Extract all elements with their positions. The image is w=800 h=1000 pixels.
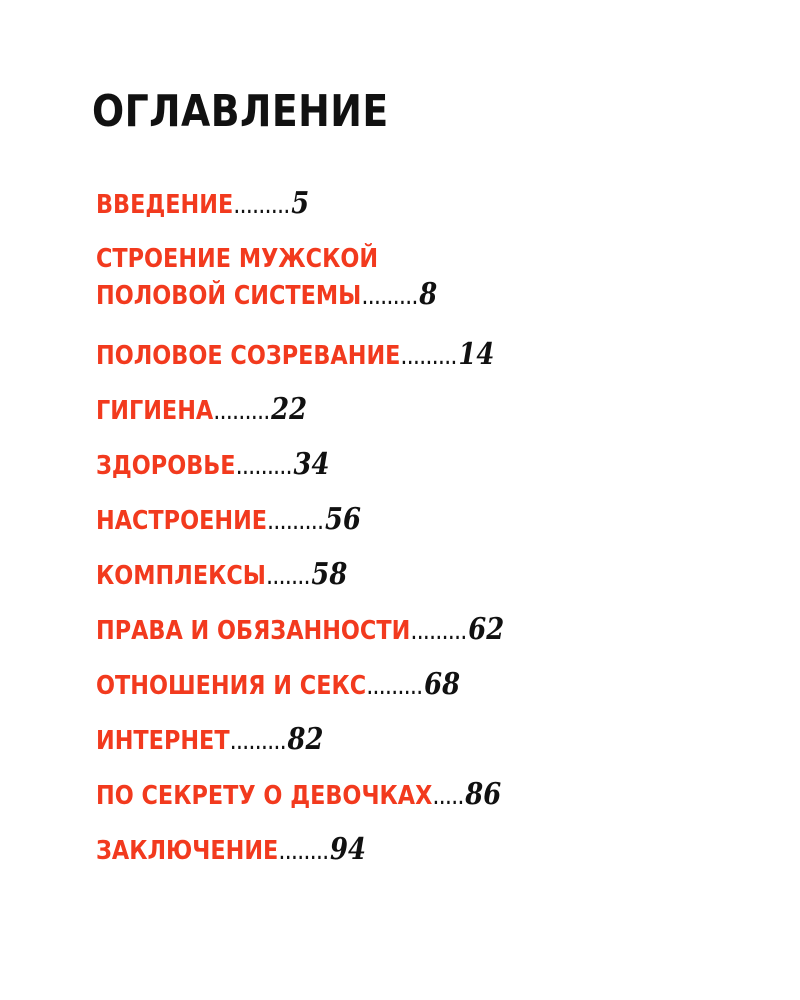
toc-leader-dots: ........ xyxy=(278,836,329,866)
toc-entry-relationships[interactable] xyxy=(96,667,460,704)
toc-page-number: 56 xyxy=(325,502,361,537)
toc-page-number: 5 xyxy=(291,186,310,221)
toc-entry-about-girls[interactable] xyxy=(96,777,501,814)
toc-entry-complexes[interactable] xyxy=(96,557,347,594)
toc-page-number: 94 xyxy=(330,832,366,867)
toc-leader-dots: ......... xyxy=(213,396,270,426)
toc-page-number: 68 xyxy=(424,667,461,702)
toc-entry-label: ПО СЕКРЕТУ О ДЕВОЧКАХ xyxy=(96,781,433,811)
toc-leader-dots: ......... xyxy=(233,190,290,220)
toc-page-number: 62 xyxy=(468,612,505,647)
toc-entry-label-line1: СТРОЕНИЕ МУЖСКОЙ xyxy=(96,244,379,274)
toc-leader-dots: ......... xyxy=(235,451,292,481)
toc-entry-label: ИНТЕРНЕТ xyxy=(96,726,230,756)
toc-entry-label: ЗАКЛЮЧЕНИЕ xyxy=(96,836,279,866)
toc-entry-label: НАСТРОЕНИЕ xyxy=(96,506,268,536)
toc-leader-dots: ......... xyxy=(361,281,418,311)
toc-entry-label: ГИГИЕНА xyxy=(96,396,214,426)
toc-entry-puberty[interactable] xyxy=(96,337,494,374)
page-title: ОГЛАВЛЕНИЕ xyxy=(92,86,389,137)
toc-leader-dots: ......... xyxy=(229,726,286,756)
toc-page-number: 82 xyxy=(287,722,324,757)
toc-leader-dots: ....... xyxy=(265,561,310,591)
toc-page-number: 8 xyxy=(419,277,438,312)
toc-leader-dots: ..... xyxy=(432,781,464,811)
toc-entry-label: ПРАВА И ОБЯЗАННОСТИ xyxy=(96,616,411,646)
toc-entry-introduction[interactable] xyxy=(96,186,309,223)
toc-page-number: 14 xyxy=(458,337,495,372)
toc-entry-health[interactable] xyxy=(96,447,329,484)
toc-entry-label: ПОЛОВОЕ СОЗРЕВАНИЕ xyxy=(96,341,401,371)
toc-entry-conclusion[interactable] xyxy=(96,832,366,869)
toc-leader-dots: ......... xyxy=(410,616,467,646)
toc-entry-hygiene[interactable] xyxy=(96,392,307,429)
toc-page-number: 86 xyxy=(465,777,502,812)
toc-entry-internet[interactable] xyxy=(96,722,323,759)
toc-entry-label: ОТНОШЕНИЯ И СЕКС xyxy=(96,671,367,701)
toc-leader-dots: ......... xyxy=(267,506,324,536)
toc-page-number: 58 xyxy=(311,557,348,592)
toc-leader-dots: ......... xyxy=(400,341,457,371)
toc-entry-mood[interactable] xyxy=(96,502,361,539)
toc-page-number: 22 xyxy=(271,392,308,427)
toc-entry-male-reproductive-system[interactable] xyxy=(96,241,437,314)
table-of-contents xyxy=(96,0,736,1000)
toc-entry-rights-and-duties[interactable] xyxy=(96,612,504,649)
toc-entry-label: ВВЕДЕНИЕ xyxy=(96,190,234,220)
toc-page-number: 34 xyxy=(293,447,330,482)
toc-entry-label: КОМПЛЕКСЫ xyxy=(96,561,266,591)
toc-entry-label: ПОЛОВОЙ СИСТЕМЫ xyxy=(96,281,362,311)
toc-leader-dots: ......... xyxy=(366,671,423,701)
toc-entry-label: ЗДОРОВЬЕ xyxy=(96,451,236,481)
